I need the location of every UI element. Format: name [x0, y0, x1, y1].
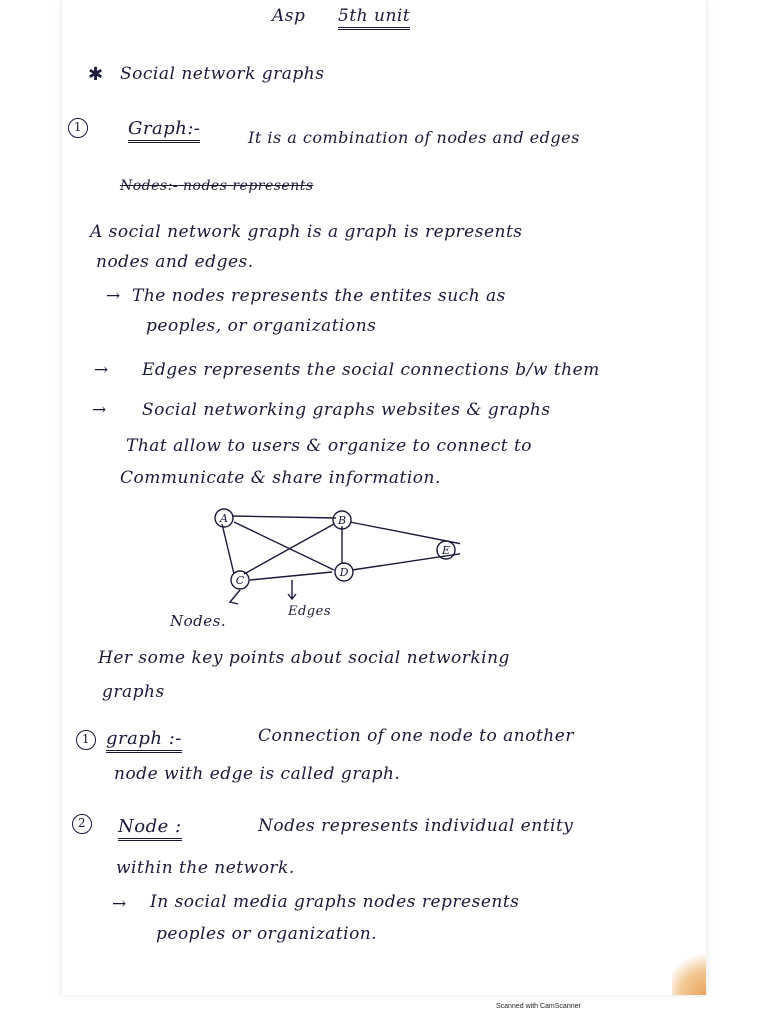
def-graph-text-line2: node with edge is called graph.	[114, 764, 401, 784]
sites-point-line3: Communicate & share information.	[120, 468, 441, 488]
arrow-bullet-3: →	[92, 400, 107, 420]
struck-note: Nodes:- nodes represents	[120, 178, 314, 194]
node-d-label: D	[339, 566, 349, 579]
scanner-footer: Scanned with CamScanner	[496, 1003, 581, 1010]
nodes-point-line2: peoples, or organizations	[146, 316, 377, 336]
edges-caption: Edges	[288, 604, 331, 619]
def-graph-label: graph :-	[106, 728, 182, 753]
nodes-point-line1: The nodes represents the entites such as	[132, 286, 506, 306]
nodes-caption: Nodes.	[170, 612, 227, 630]
def-graph-text-line1: Connection of one node to another	[258, 726, 574, 746]
graph-def-text: It is a combination of nodes and edges	[248, 128, 580, 147]
arrow-bullet-2: →	[94, 360, 109, 380]
def-node-sub-line2: peoples or organization.	[156, 924, 378, 944]
node-b-label: B	[337, 514, 347, 527]
node-a-label: A	[220, 512, 228, 525]
item-one-bullet: 1	[68, 116, 88, 138]
sites-point-line2: That allow to users & organize to connect to	[126, 436, 533, 456]
edge-a-d	[234, 522, 334, 570]
nodes-pointer-arrow	[230, 590, 240, 604]
key-points-line1: Her some key points about social networking	[98, 648, 510, 668]
edge-a-b	[232, 516, 336, 518]
item-1-marker: 1	[76, 728, 96, 750]
edge-a-c	[222, 524, 234, 574]
arrow-bullet-1: →	[106, 286, 121, 306]
graph-def-label: Graph:-	[128, 118, 200, 143]
def-node-sub-line1: In social media graphs nodes represents	[150, 892, 520, 912]
header-unit: 5th unit	[338, 6, 410, 30]
intro-line2: nodes and edges.	[96, 252, 254, 272]
star-bullet: ✱	[88, 64, 104, 85]
edge-b-c	[244, 524, 334, 574]
def-node-label: Node :	[118, 816, 182, 841]
edge-c-d	[250, 572, 332, 580]
arrow-bullet-4: →	[112, 894, 127, 914]
topic-heading: Social network graphs	[120, 64, 325, 84]
edges-point: Edges represents the social connections b/w them	[142, 360, 600, 380]
intro-line1: A social network graph is a graph is represents	[90, 222, 523, 242]
edges-pointer-arrow	[288, 580, 296, 599]
header-subject: Asp	[272, 6, 306, 26]
edge-b-e	[350, 522, 460, 546]
item-2-marker: 2	[72, 812, 92, 834]
node-c-label: C	[235, 574, 245, 587]
node-e-label: E	[441, 544, 451, 557]
def-node-text-line2: within the network.	[116, 858, 295, 878]
def-node-text-line1: Nodes represents individual entity	[258, 816, 574, 836]
key-points-line2: graphs	[102, 682, 165, 702]
sites-point-line1: Social networking graphs websites & graphs	[142, 400, 551, 420]
page-stain	[672, 951, 706, 995]
notebook-page	[62, 0, 706, 995]
